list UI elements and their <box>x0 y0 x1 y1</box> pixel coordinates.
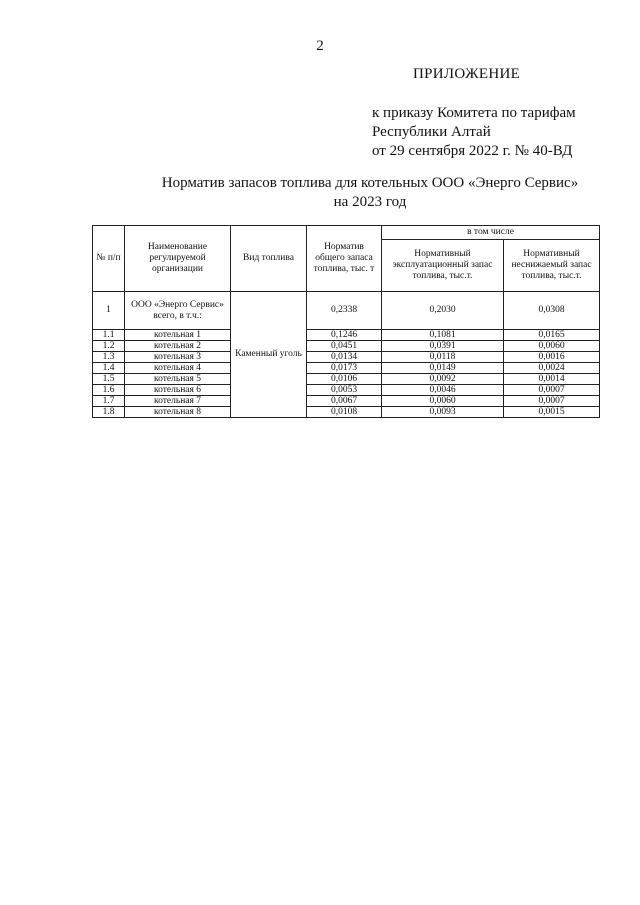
row-org-name: котельная 5 <box>125 374 231 385</box>
row-operational: 0,0118 <box>382 352 504 363</box>
row-reserve: 0,0007 <box>504 385 600 396</box>
row-org-name: ООО «Энерго Сервис» всего, в т.ч.: <box>125 292 231 330</box>
row-num: 1.1 <box>93 330 125 341</box>
table-row <box>93 330 600 341</box>
row-total: 0,0173 <box>307 363 382 374</box>
fuel-type-cell: Каменный уголь <box>231 292 307 418</box>
header-including: в том числе <box>382 226 600 240</box>
document-title-line-2: на 2023 год <box>333 194 407 210</box>
row-operational: 0,0060 <box>382 396 504 407</box>
table-row <box>93 396 600 407</box>
appendix-reference <box>372 104 576 161</box>
row-num: 1.7 <box>93 396 125 407</box>
document-title <box>150 174 590 212</box>
header-total-stock: Норматив общего запаса топлива, тыс. т <box>307 226 382 292</box>
row-org-name: котельная 3 <box>125 352 231 363</box>
row-org-name: котельная 6 <box>125 385 231 396</box>
row-total: 0,0134 <box>307 352 382 363</box>
row-reserve: 0,0308 <box>504 292 600 330</box>
row-num: 1.4 <box>93 363 125 374</box>
table-row <box>93 363 600 374</box>
row-total: 0,0067 <box>307 396 382 407</box>
header-fuel-type: Вид топлива <box>231 226 307 292</box>
row-org-name: котельная 8 <box>125 407 231 418</box>
row-num: 1.3 <box>93 352 125 363</box>
appendix-title: ПРИЛОЖЕНИЕ <box>413 66 521 82</box>
row-operational: 0,2030 <box>382 292 504 330</box>
row-total: 0,0106 <box>307 374 382 385</box>
row-total: 0,0053 <box>307 385 382 396</box>
row-num: 1.6 <box>93 385 125 396</box>
fuel-norms-table <box>92 225 600 418</box>
header-organization: Наименование регулируемой организации <box>125 226 231 292</box>
row-org-name: котельная 1 <box>125 330 231 341</box>
row-operational: 0,1081 <box>382 330 504 341</box>
row-total: 0,2338 <box>307 292 382 330</box>
row-num: 1.2 <box>93 341 125 352</box>
row-operational: 0,0092 <box>382 374 504 385</box>
row-reserve: 0,0024 <box>504 363 600 374</box>
row-reserve: 0,0016 <box>504 352 600 363</box>
row-operational: 0,0391 <box>382 341 504 352</box>
row-operational: 0,0046 <box>382 385 504 396</box>
row-operational: 0,0093 <box>382 407 504 418</box>
row-num: 1.5 <box>93 374 125 385</box>
row-total: 0,0451 <box>307 341 382 352</box>
row-reserve: 0,0060 <box>504 341 600 352</box>
table-row <box>93 352 600 363</box>
row-total: 0,1246 <box>307 330 382 341</box>
appendix-line-1: к приказу Комитета по тарифам <box>372 105 576 121</box>
row-total: 0,0108 <box>307 407 382 418</box>
row-num: 1 <box>93 292 125 330</box>
row-org-name: котельная 2 <box>125 341 231 352</box>
row-org-name: котельная 4 <box>125 363 231 374</box>
row-num: 1.8 <box>93 407 125 418</box>
row-reserve: 0,0007 <box>504 396 600 407</box>
row-reserve: 0,0014 <box>504 374 600 385</box>
table-row <box>93 407 600 418</box>
row-reserve: 0,0015 <box>504 407 600 418</box>
document-title-line-1: Норматив запасов топлива для котельных ООО «Энерго Сервис» <box>161 175 579 191</box>
appendix-line-2: Республики Алтай <box>372 124 491 140</box>
row-org-name: котельная 7 <box>125 396 231 407</box>
header-num: № п/п <box>93 226 125 292</box>
header-reserve-stock: Нормативный неснижаемый запас топлива, тыс.т. <box>504 240 600 292</box>
page-number: 2 <box>316 38 324 54</box>
header-operational-stock: Нормативный эксплуатационный запас топлива, тыс.т. <box>382 240 504 292</box>
row-operational: 0,0149 <box>382 363 504 374</box>
table-row <box>93 341 600 352</box>
appendix-line-3: от 29 сентября 2022 г. № 40-ВД <box>372 143 573 159</box>
table-row <box>93 385 600 396</box>
table-row <box>93 374 600 385</box>
row-reserve: 0,0165 <box>504 330 600 341</box>
